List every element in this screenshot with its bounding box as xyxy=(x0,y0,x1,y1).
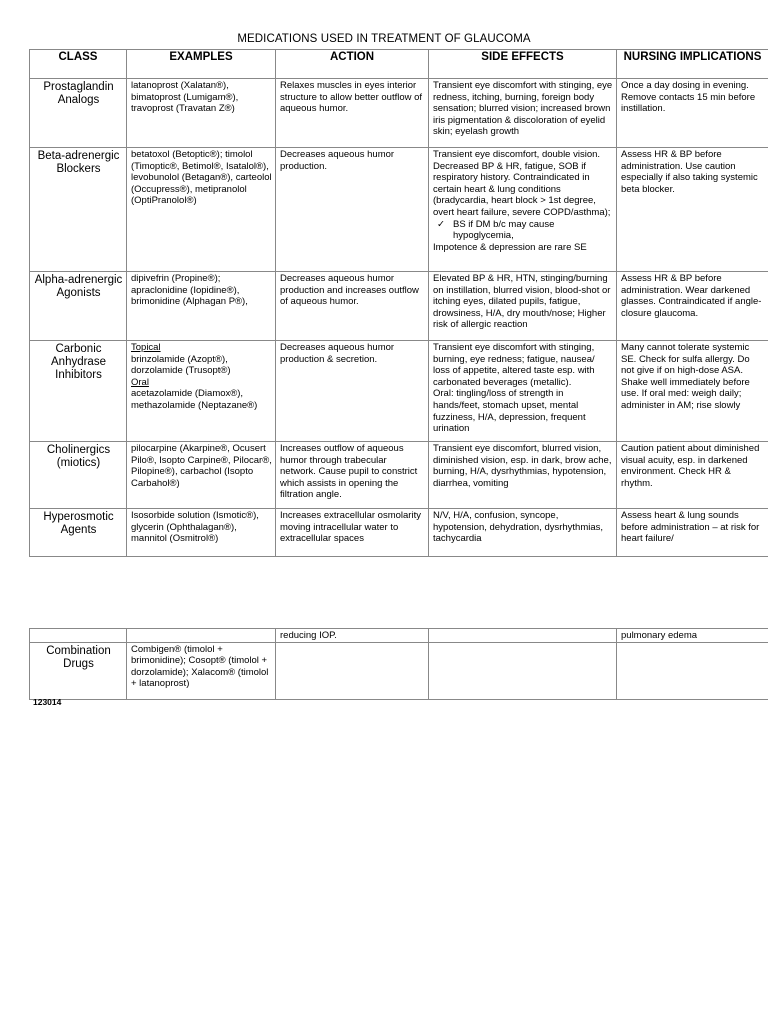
nursing-cell: Assess heart & lung sounds before administration – at risk for heart failure/ xyxy=(617,509,768,557)
nursing-cell: Once a day dosing in evening. Remove contacts 15 min before instillation. xyxy=(617,79,768,148)
nursing-cell: Assess HR & BP before administration. Wear darkened glasses. Contraindicated if angle-closure glaucoma. xyxy=(617,272,768,341)
table-row xyxy=(30,272,768,341)
examples-cell: Isosorbide solution (Ismotic®), glycerin (Ophthalagan®), mannitol (Osmitrol®) xyxy=(127,509,276,557)
side-effects-cell: Transient eye discomfort, blurred vision, diminished vision, esp. in dark, brow ache, burning, H/A, dysrhythmias, hypotension, diarrhea, vomiting xyxy=(429,442,617,509)
examples-cell: betatoxol (Betoptic®); timolol (Timoptic®, Betimol®, Isatalol®), levobunolol (Betagan®), carteolol (Occupress®), metipranolol (OptiPranolol®) xyxy=(127,148,276,272)
examples-cell xyxy=(127,341,276,442)
header-action: ACTION xyxy=(276,50,429,79)
checkmark-icon: ✓ xyxy=(437,218,445,230)
action-cell: Relaxes muscles in eyes interior structure to allow better outflow of aqueous humor. xyxy=(276,79,429,148)
header-row xyxy=(30,50,768,79)
side-effects-cell xyxy=(429,148,617,272)
class-cell: Hyperosmotic Agents xyxy=(30,509,127,557)
examples-oral: acetazolamide (Diamox®), methazolamide (Neptazane®) xyxy=(131,388,258,411)
header-side-effects: SIDE EFFECTS xyxy=(429,50,617,79)
examples-cell: latanoprost (Xalatan®), bimatoprost (Lumigam®), travoprost (Travatan Z®) xyxy=(127,79,276,148)
checklist-item xyxy=(433,219,613,242)
side-effects-bullet: BS if DM b/c may cause hypoglycemia, xyxy=(453,218,555,242)
side-effects-text: Impotence & depression are rare SE xyxy=(433,241,587,253)
nursing-cell: pulmonary edema xyxy=(617,629,768,643)
nursing-cell xyxy=(617,642,768,699)
class-cell: Beta-adrenergic Blockers xyxy=(30,148,127,272)
examples-topical-label: Topical xyxy=(131,342,161,353)
action-cell: Decreases aqueous humor production & secretion. xyxy=(276,341,429,442)
side-effects-text: Transient eye discomfort, double vision. Decreased BP & HR, fatigue, SOB if respiratory history. Contraindicated in certain heart & lung conditions (bradycardia, heart block > 1st degree, overt heart failure, severe COPD/asthma); xyxy=(433,149,611,218)
examples-cell xyxy=(127,629,276,643)
table-row xyxy=(30,509,768,557)
action-cell: reducing IOP. xyxy=(276,629,429,643)
action-cell: Increases outflow of aqueous humor through trabecular network. Cause pupil to constrict which assists in opening the filtration angle. xyxy=(276,442,429,509)
document-id: 123014 xyxy=(33,697,62,707)
medications-table xyxy=(29,49,768,557)
side-effects-cell xyxy=(429,629,617,643)
examples-cell: dipivefrin (Propine®); apraclonidine (Iopidine®), brimonidine (Alphagan P®), xyxy=(127,272,276,341)
header-class: CLASS xyxy=(30,50,127,79)
examples-cell: Combigen® (timolol + brimonidine); Cosopt® (timolol + dorzolamide); Xalacom® (timolol + latanoprost) xyxy=(127,642,276,699)
nursing-cell: Many cannot tolerate systemic SE. Check for sulfa allergy. Do not give if on high-dose ASA. Shake well immediately before use. If oral med: weigh daily; administer in AM; rise slowly xyxy=(617,341,768,442)
side-effects-cell: Transient eye discomfort with stinging, burning, eye redness; fatigue, nausea/ loss of appetite, altered taste esp. with carbonated beverages (metallic). Oral: tingling/loss of strength in hands/feet, stomach upset, mental fuzziness, H/A, depression, frequent urination xyxy=(429,341,617,442)
table-row xyxy=(30,341,768,442)
class-cell: Combination Drugs xyxy=(30,642,127,699)
side-effects-cell: Elevated BP & HR, HTN, stinging/burning on instillation, blurred vision, blood-shot or itching eyes, dilated pupils, fatigue, drowsiness, H/A, dry mouth/nose; Higher risk of allergic reaction xyxy=(429,272,617,341)
class-cell: Prostaglandin Analogs xyxy=(30,79,127,148)
action-cell xyxy=(276,642,429,699)
table-row xyxy=(30,148,768,272)
medications-table-continued xyxy=(29,628,768,700)
header-examples: EXAMPLES xyxy=(127,50,276,79)
side-effects-cell xyxy=(429,642,617,699)
document-title: MEDICATIONS USED IN TREATMENT OF GLAUCOMA xyxy=(237,33,531,45)
examples-oral-label: Oral xyxy=(131,376,149,388)
examples-cell: pilocarpine (Akarpine®, Ocusert Pilo®, Isopto Carpine®, Pilocar®, Pilopine®), carbachol (Isopto Carbahol®) xyxy=(127,442,276,509)
class-cell: Carbonic Anhydrase Inhibitors xyxy=(30,341,127,442)
class-cell: Alpha-adrenergic Agonists xyxy=(30,272,127,341)
header-nursing-implications: NURSING IMPLICATIONS xyxy=(617,50,768,79)
table-row xyxy=(30,79,768,148)
table-row xyxy=(30,442,768,509)
table-row xyxy=(30,629,768,643)
class-cell xyxy=(30,629,127,643)
examples-topical: brinzolamide (Azopt®), dorzolamide (Trusopt®) xyxy=(131,353,231,377)
action-cell: Decreases aqueous humor production. xyxy=(276,148,429,272)
action-cell: Decreases aqueous humor production and increases outflow of aqueous humor. xyxy=(276,272,429,341)
action-cell: Increases extracellular osmolarity moving intracellular water to extracellular spaces xyxy=(276,509,429,557)
class-cell: Cholinergics (miotics) xyxy=(30,442,127,509)
side-effects-cell: Transient eye discomfort with stinging, eye redness, itching, burning, foreign body sensation; blurred vision; increased brown iris pigmentation & discoloration of eyelid skin; eyelash growth xyxy=(429,79,617,148)
table-row xyxy=(30,642,768,699)
nursing-cell: Assess HR & BP before administration. Use caution especially if also taking systemic beta blocker. xyxy=(617,148,768,272)
nursing-cell: Caution patient about diminished visual acuity, esp. in darkened environment. Check HR & rhythm. xyxy=(617,442,768,509)
side-effects-cell: N/V, H/A, confusion, syncope, hypotension, dehydration, dysrhythmias, tachycardia xyxy=(429,509,617,557)
